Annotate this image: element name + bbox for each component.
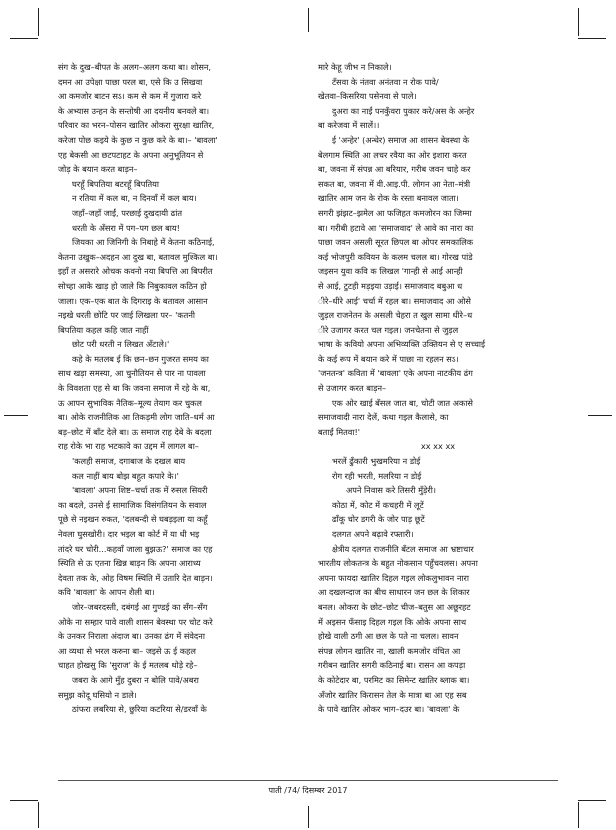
text-line: क्षेत्रीय दलगत राजनीति बँटल समाज आ भ्रष्टाचार bbox=[332, 543, 474, 554]
text-line: एह बेकसी आ छटपटाहट के अपना अनुभूतियन से bbox=[58, 149, 204, 160]
text-line: का बदले, उनसे ई सामाजिक विसंगतियन के सवाल bbox=[58, 499, 207, 510]
crop-mark-bottom-left-h bbox=[10, 800, 38, 801]
text-line: संपन्न लोगन खातिर ना, खाली कमजोर वंचित आ bbox=[318, 645, 461, 656]
text-line: बा। ओके राजनीतिक आ तिकड़मी लोग जाति–धर्म आ bbox=[58, 412, 215, 423]
text-line: आ दखलन्दाज का बीच साधारन जन छल के शिकार bbox=[318, 587, 470, 598]
text-line: बड़–छोट में बाँट देले बा। ऊ समाज राह देबे के बदला bbox=[58, 426, 212, 437]
text-line: मारे केहू जीभ न निकाले। bbox=[318, 62, 392, 72]
footer-rule bbox=[58, 780, 558, 781]
text-line: इहाँ त असरारे ओचक कवनो नया बिपत्ति आ बिपरीत bbox=[58, 266, 213, 277]
text-line: राह रोके भा राह भटकावे का उद्दम में लागल बा– bbox=[58, 441, 199, 452]
crop-mark-bottom-right-h bbox=[578, 800, 606, 801]
text-line: के उनकर निराला अंदाज बा। उनका ढंग में संवेदना bbox=[58, 631, 205, 642]
text-line: में अइसन फँसाइ दिहल गइल कि ओके अपना साथ bbox=[318, 616, 467, 627]
text-line: धरती के अँसरा में पग–पग छल बाय! bbox=[72, 222, 180, 233]
text-line: पाछा जवन असली सूरत छिपल बा ओपर समकालिक bbox=[318, 237, 474, 248]
text-line: होखे वाली ठगी आ छल के पते ना चलल। सावन bbox=[318, 631, 459, 642]
text-line: दमन आ उपेक्षा पाछा परल बा, एसे कि उ सिखवा bbox=[58, 76, 203, 87]
text-line: कहे के मतलब ई कि छन–छन गुजरत समय का bbox=[72, 353, 209, 364]
text-line: के अभ्यास उन्हन के सन्तोषी आ दयनीय बनवले बा। bbox=[58, 105, 210, 116]
text-line: बा, जवना में संपन्न आ बरियार, गरीब जवन चाहे कर bbox=[318, 164, 471, 175]
text-line: ढाँकू चोर डगरी के जोर पाड़ छूटें bbox=[332, 514, 425, 525]
text-line: भारतीय लोकतन्त्र के बहुत नोकसान पहुँचवलस। अपना bbox=[318, 558, 478, 569]
text-line: साथ खड़ा समस्या, आ चुनौतियन से पार ना पावला bbox=[58, 368, 206, 379]
text-line: ओके ना सम्हार पावे वाली शासन बेवस्था पर चोट करे bbox=[58, 616, 213, 627]
text-line: के पावे खातिर ओकर भाग–दउर बा। 'बावला' के bbox=[318, 704, 460, 715]
text-line: एक ओर खाई बँसल जात बा, चोटी जात अकासे bbox=[332, 397, 473, 408]
text-line: सगरी झंझट–झमेल आ फजिहत कमजोरन का जिम्मा bbox=[318, 207, 472, 218]
text-line: दलगत अपने बढ़ावे रफ्तारी। bbox=[332, 529, 414, 539]
text-line: जइसन युवा कवि क लिखल 'गान्ही से आई आन्ही bbox=[318, 266, 463, 277]
text-line: सकत बा, जवना में वी.आइ.पी. लोगन आ नेता–मंत्री bbox=[318, 178, 471, 189]
text-line: अपना फायदा खातिर दिहल गइल लोकलुभावन नारा bbox=[318, 572, 469, 583]
text-line: 'कलही समाज, दगाबाज के दखल बाय bbox=[72, 456, 186, 467]
text-line: कोठा में, कोट में कचहरी में लूटें bbox=[332, 499, 424, 510]
text-line: समुझ कोदू घसियो न डाले। bbox=[58, 689, 137, 700]
text-line: आ व्यथा से भरल करुना बा– जइसे ऊ ई कहल bbox=[58, 645, 196, 656]
text-line: के कई रूप में बयान करे में पाछा ना रहलन सऽ। bbox=[318, 353, 459, 364]
crop-mark-bottom-right-v bbox=[578, 802, 579, 828]
text-line: बेलगाम स्थिति आ लचर रवैया का ओर इशारा करत bbox=[318, 149, 467, 160]
text-line: स्थिति से ऊ एतना खिन्न बाड़न कि अपना आराध्य bbox=[58, 558, 201, 569]
text-line: देवता तक के, ओह विषम स्थिति में उतारि देत बाड़न। bbox=[58, 572, 213, 583]
text-line: दुअरा का नाईं पनकुँवरा पुकार करे/अस के अन्हेर bbox=[332, 105, 475, 116]
text-line: 'बावला' अपना शिष्ट–चर्चा तक में रुसल सियरी bbox=[72, 485, 208, 496]
text-line: घरहूँ बिपतिया बटरहूँ बिपतिया bbox=[72, 178, 160, 189]
text-line: केतना उखुक–अदहन आ दुख बा, बतावल मुश्किल बा। bbox=[58, 251, 218, 262]
text-line: अपने निवास करे तिसरी मुँड़ेरी। bbox=[346, 485, 437, 496]
text-line: कल नाहीं बाय बोझ बहुत कपारे के।' bbox=[72, 470, 179, 481]
text-line: ई 'अन्हेर' (अन्धेर) समाज आ शासन बेवस्था के bbox=[332, 134, 470, 145]
right-column bbox=[318, 60, 558, 717]
text-line: xx xx xx bbox=[420, 441, 456, 452]
crop-mark-bottom-center-v bbox=[308, 806, 309, 828]
text-line: बनल। ओकरा के छोट–छोट चीज–बतुस आ अछूरहट bbox=[318, 601, 471, 612]
text-line: जुड़ल राजनेतन के असली चेहरा त खुल सामा धीरे–ध bbox=[318, 310, 473, 321]
text-line: से आई, टुटही मड़इया उड़ाई। समाजवाद बबुआ ध bbox=[318, 280, 463, 291]
text-line: के कोटेदार बा, परमिट का सिमेन्ट खातिर ब्लाक बा। bbox=[318, 674, 470, 685]
text-line: चाहत होखसु कि 'सुराज' के ई मतलब थोड़े रहे– bbox=[58, 660, 198, 671]
text-line: छोट परी धरती न लिखत अँटाले।' bbox=[72, 339, 170, 350]
text-line: भाषा के कवियो अपना अभिव्यक्ति उक्तियन से ए सच्चाई bbox=[318, 339, 486, 350]
text-line: समाजवादी नारा देलें, कथा गइल कैलासे, का bbox=[318, 412, 449, 423]
crop-mark-top-right-v bbox=[578, 8, 579, 36]
text-line: ीरे उजागर करत चल गइल। जनचेतना से जुड़ल bbox=[318, 324, 459, 335]
crop-mark-top-right-h bbox=[578, 38, 606, 39]
text-line: के विवशता एह से बा कि जवना समाज में रहे के बा, bbox=[58, 383, 211, 394]
text-line: ऊ आपन सुभाविक नैतिक–मूल्य तेयाग कर चुकल bbox=[58, 397, 202, 408]
text-line: भरलें ढुँकारी भुखमरिया न डोई bbox=[332, 456, 421, 467]
text-line: बा। गरीबी हटावे आ 'समाजवाद' ले आवे का नारा का bbox=[318, 222, 474, 233]
text-line: जाला। एक–एक बात के दिगराइ के बतावल आसान bbox=[58, 295, 208, 306]
text-line: 'जनतन्त्र' कविता में 'बावला' एके अपना नाटकीय ढंग bbox=[318, 368, 473, 379]
text-line: बिपतिया कहल कहि जात नाहीं bbox=[58, 324, 149, 335]
text-line: तांदरे घर चोरी...कहवाँ जाला बुझऊ?' समाज का एह bbox=[58, 543, 213, 554]
text-line: सोच्हा आके खाड़ हो जाले कि निबुकावल कठिन हो bbox=[58, 280, 207, 291]
text-line: बा करेजवा में सालें।। bbox=[318, 120, 380, 131]
text-line: जोड़ के बयान करत बाड़न– bbox=[58, 164, 138, 175]
text-line: बताईं मितवा!' bbox=[318, 426, 360, 437]
text-line: टँसवा के नंतवा अनंतवा न रोक पावे/ bbox=[332, 76, 439, 87]
text-line: अँजोर खातिर किरासन तेल के मात्रा बा आ एह सब bbox=[318, 689, 467, 700]
text-line: जोर–जबरदस्ती, दबंगई आ गुण्डई का सँग–सँग bbox=[72, 601, 208, 612]
text-line: ठांफरा लबरिया से, छुरिया कटरिया से/डरवाँ के bbox=[72, 704, 207, 715]
text-line: ीरे–धीरे आई' चर्चा में रहल बा। समाजवाद आ ओसे bbox=[318, 295, 471, 306]
text-line: जबरा के आगे मुँह दुबरा न बोलि पावे/अबरा bbox=[72, 674, 199, 685]
crop-mark-top-center-v bbox=[308, 8, 309, 32]
text-line: जियका आ जिनिगी के निबाहे में केतना कठिनाई, bbox=[72, 237, 215, 248]
text-line: जहाँ–जहाँ जाईं, परछाई दुखदायी ढांत bbox=[72, 207, 183, 218]
text-line: आ कमजोर बाटन सऽ। कम से कम में गुजारा करे bbox=[58, 91, 202, 102]
crop-mark-mid-right-h bbox=[588, 415, 612, 416]
text-line: परिवार का भरन–पोसन खातिर ओकरा सुरक्षा खातिर, bbox=[58, 120, 215, 131]
text-line: कई भोजपुरी कवियन के कलम चलल बा। गोरख पांडे bbox=[318, 251, 473, 262]
crop-mark-top-left-h bbox=[10, 38, 38, 39]
text-line: गरीबन खातिर सगरी कठिनाई बा। रासन आ कपड़ा bbox=[318, 660, 466, 671]
text-line: खातिर आम जन के रोक के रस्ता बनावल जाता। bbox=[318, 193, 459, 204]
page-footer: पाती /74/ दिसम्बर 2017 bbox=[268, 786, 348, 795]
crop-mark-mid-left-h bbox=[4, 415, 28, 416]
text-line: पूछे से नइखन रुकत, 'दलबन्दी से घबड़इला या कहूँ bbox=[58, 514, 208, 525]
crop-mark-bottom-left-v bbox=[38, 802, 39, 828]
text-line: कवि 'बावला' के आपन शैली बा। bbox=[58, 587, 155, 598]
text-line: न रतिया में कल बा, न दिनवाँ में कल बाय। bbox=[72, 193, 197, 204]
crop-mark-top-left-v bbox=[38, 8, 39, 36]
text-line: से उजागर करत बाड़न– bbox=[318, 383, 387, 394]
text-line: नेवला घुसखोरी। दार भइल बा कोर्ट में या धी भइ bbox=[58, 529, 200, 539]
text-line: खेतवा–किसरिया पसेनवा से पाले। bbox=[318, 91, 417, 102]
left-column bbox=[58, 60, 298, 717]
text-line: रोग रही भरती, मलरिया न डोई bbox=[332, 470, 422, 481]
text-line: करेजा पोछ कइये के कुछ न कुछ करे के बा।– 'बावला' bbox=[58, 134, 218, 145]
text-line: संग के दुख–बीपत के अलग–अलग कथा बा। शोसन, bbox=[58, 62, 212, 72]
text-line: नइखे धरती छोटि पर जाई लिखला पर– 'कतनी bbox=[58, 310, 195, 321]
